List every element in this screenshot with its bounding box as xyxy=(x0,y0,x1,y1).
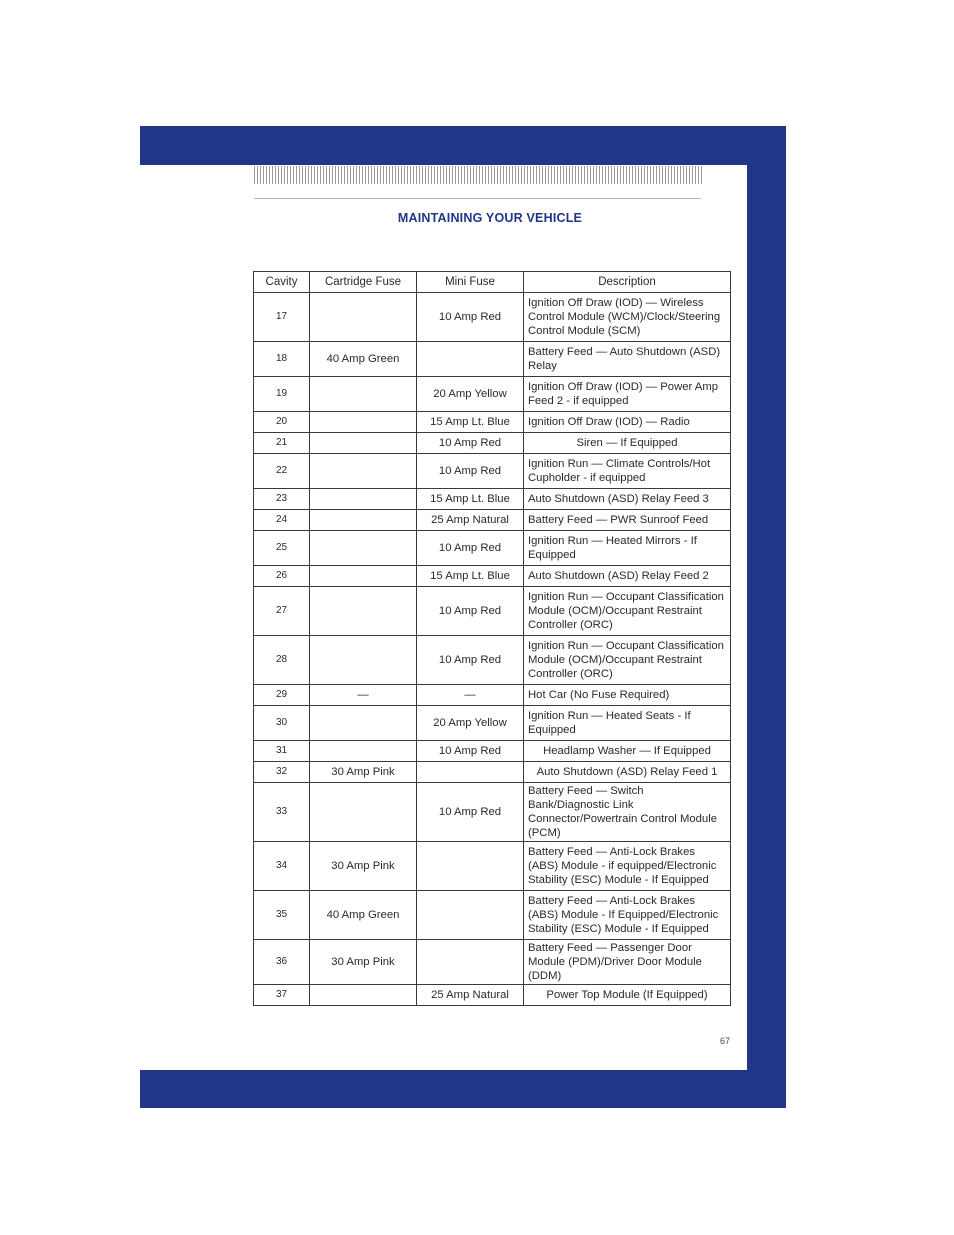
table-row xyxy=(254,454,731,489)
description-cell: Power Top Module (If Equipped) xyxy=(524,985,731,1006)
cartridge-fuse-cell xyxy=(310,293,417,342)
mini-fuse-cell xyxy=(417,842,524,891)
cartridge-fuse-cell xyxy=(310,433,417,454)
table-row xyxy=(254,783,731,842)
table-row xyxy=(254,510,731,531)
mini-fuse-cell xyxy=(417,762,524,783)
cavity-cell: 26 xyxy=(254,566,310,587)
table-row xyxy=(254,741,731,762)
cartridge-fuse-cell: 40 Amp Green xyxy=(310,891,417,940)
mini-fuse-cell: 25 Amp Natural xyxy=(417,985,524,1006)
table-row xyxy=(254,412,731,433)
mini-fuse-cell: 20 Amp Yellow xyxy=(417,377,524,412)
col-header-description: Description xyxy=(524,272,731,293)
cavity-cell: 24 xyxy=(254,510,310,531)
header-rule xyxy=(254,198,701,199)
mini-fuse-cell xyxy=(417,891,524,940)
cartridge-fuse-cell xyxy=(310,706,417,741)
cavity-cell: 25 xyxy=(254,531,310,566)
col-header-mini-fuse: Mini Fuse xyxy=(417,272,524,293)
page-frame-right xyxy=(747,126,786,1108)
mini-fuse-cell: 10 Amp Red xyxy=(417,587,524,636)
mini-fuse-cell: 10 Amp Red xyxy=(417,636,524,685)
cavity-cell: 23 xyxy=(254,489,310,510)
mini-fuse-cell: 10 Amp Red xyxy=(417,433,524,454)
cartridge-fuse-cell xyxy=(310,531,417,566)
cartridge-fuse-cell xyxy=(310,741,417,762)
table-row xyxy=(254,531,731,566)
description-cell: Auto Shutdown (ASD) Relay Feed 1 xyxy=(524,762,731,783)
fuse-table xyxy=(253,271,731,1006)
table-row xyxy=(254,985,731,1006)
mini-fuse-cell xyxy=(417,940,524,985)
cavity-cell: 32 xyxy=(254,762,310,783)
table-header-row xyxy=(254,272,731,293)
table-row xyxy=(254,342,731,377)
table-row xyxy=(254,940,731,985)
description-cell: Ignition Off Draw (IOD) — Radio xyxy=(524,412,731,433)
cavity-cell: 18 xyxy=(254,342,310,377)
mini-fuse-cell: 10 Amp Red xyxy=(417,531,524,566)
cavity-cell: 27 xyxy=(254,587,310,636)
table-row xyxy=(254,762,731,783)
page-frame-bottom xyxy=(140,1070,786,1108)
description-cell: Ignition Run — Occupant Classification Module (OCM)/Occupant Restraint Controller (ORC) xyxy=(524,636,731,685)
table-row xyxy=(254,685,731,706)
cartridge-fuse-cell: 30 Amp Pink xyxy=(310,842,417,891)
mini-fuse-cell: 15 Amp Lt. Blue xyxy=(417,412,524,433)
description-cell: Battery Feed — Anti-Lock Brakes (ABS) Module - If Equipped/Electronic Stability (ESC) Module - If Equipped xyxy=(524,891,731,940)
mini-fuse-cell: 10 Amp Red xyxy=(417,783,524,842)
table-row xyxy=(254,636,731,685)
cartridge-fuse-cell: 30 Amp Pink xyxy=(310,762,417,783)
header-hatch-decoration xyxy=(254,166,703,184)
mini-fuse-cell xyxy=(417,342,524,377)
cavity-cell: 34 xyxy=(254,842,310,891)
cartridge-fuse-cell xyxy=(310,454,417,489)
table-row xyxy=(254,566,731,587)
cavity-cell: 31 xyxy=(254,741,310,762)
mini-fuse-cell: 10 Amp Red xyxy=(417,454,524,489)
mini-fuse-cell: — xyxy=(417,685,524,706)
description-cell: Ignition Run — Occupant Classification Module (OCM)/Occupant Restraint Controller (ORC) xyxy=(524,587,731,636)
cavity-cell: 30 xyxy=(254,706,310,741)
description-cell: Ignition Off Draw (IOD) — Wireless Control Module (WCM)/Clock/Steering Control Module (SCM) xyxy=(524,293,731,342)
description-cell: Battery Feed — Switch Bank/Diagnostic Link Connector/Powertrain Control Module (PCM) xyxy=(524,783,731,842)
col-header-cavity: Cavity xyxy=(254,272,310,293)
cavity-cell: 20 xyxy=(254,412,310,433)
cavity-cell: 37 xyxy=(254,985,310,1006)
description-cell: Siren — If Equipped xyxy=(524,433,731,454)
mini-fuse-cell: 10 Amp Red xyxy=(417,741,524,762)
section-title: MAINTAINING YOUR VEHICLE xyxy=(397,211,583,225)
mini-fuse-cell: 25 Amp Natural xyxy=(417,510,524,531)
description-cell: Headlamp Washer — If Equipped xyxy=(524,741,731,762)
cavity-cell: 35 xyxy=(254,891,310,940)
cavity-cell: 28 xyxy=(254,636,310,685)
cavity-cell: 33 xyxy=(254,783,310,842)
description-cell: Auto Shutdown (ASD) Relay Feed 3 xyxy=(524,489,731,510)
description-cell: Battery Feed — Auto Shutdown (ASD) Relay xyxy=(524,342,731,377)
cartridge-fuse-cell xyxy=(310,489,417,510)
cavity-cell: 21 xyxy=(254,433,310,454)
table-row xyxy=(254,891,731,940)
mini-fuse-cell: 15 Amp Lt. Blue xyxy=(417,566,524,587)
table-row xyxy=(254,377,731,412)
cartridge-fuse-cell xyxy=(310,985,417,1006)
description-cell: Battery Feed — Passenger Door Module (PDM)/Driver Door Module (DDM) xyxy=(524,940,731,985)
page-number: 67 xyxy=(719,1036,730,1046)
cartridge-fuse-cell: — xyxy=(310,685,417,706)
mini-fuse-cell: 15 Amp Lt. Blue xyxy=(417,489,524,510)
cartridge-fuse-cell xyxy=(310,510,417,531)
mini-fuse-cell: 20 Amp Yellow xyxy=(417,706,524,741)
table-row xyxy=(254,842,731,891)
cavity-cell: 29 xyxy=(254,685,310,706)
description-cell: Battery Feed — Anti-Lock Brakes (ABS) Module - if equipped/Electronic Stability (ESC) Module - If Equipped xyxy=(524,842,731,891)
description-cell: Auto Shutdown (ASD) Relay Feed 2 xyxy=(524,566,731,587)
page-frame-top xyxy=(140,126,786,165)
table-row xyxy=(254,489,731,510)
cartridge-fuse-cell xyxy=(310,636,417,685)
cavity-cell: 22 xyxy=(254,454,310,489)
cartridge-fuse-cell: 30 Amp Pink xyxy=(310,940,417,985)
mini-fuse-cell: 10 Amp Red xyxy=(417,293,524,342)
table-row xyxy=(254,706,731,741)
cartridge-fuse-cell: 40 Amp Green xyxy=(310,342,417,377)
description-cell: Ignition Off Draw (IOD) — Power Amp Feed 2 - if equipped xyxy=(524,377,731,412)
cavity-cell: 17 xyxy=(254,293,310,342)
cartridge-fuse-cell xyxy=(310,566,417,587)
col-header-cartridge-fuse: Cartridge Fuse xyxy=(310,272,417,293)
cavity-cell: 19 xyxy=(254,377,310,412)
cartridge-fuse-cell xyxy=(310,377,417,412)
cartridge-fuse-cell xyxy=(310,783,417,842)
description-cell: Ignition Run — Heated Mirrors - If Equipped xyxy=(524,531,731,566)
table-row xyxy=(254,293,731,342)
description-cell: Ignition Run — Climate Controls/Hot Cupholder - if equipped xyxy=(524,454,731,489)
table-row xyxy=(254,587,731,636)
table-row xyxy=(254,433,731,454)
cartridge-fuse-cell xyxy=(310,412,417,433)
description-cell: Battery Feed — PWR Sunroof Feed xyxy=(524,510,731,531)
cavity-cell: 36 xyxy=(254,940,310,985)
cartridge-fuse-cell xyxy=(310,587,417,636)
description-cell: Ignition Run — Heated Seats - If Equipped xyxy=(524,706,731,741)
description-cell: Hot Car (No Fuse Required) xyxy=(524,685,731,706)
